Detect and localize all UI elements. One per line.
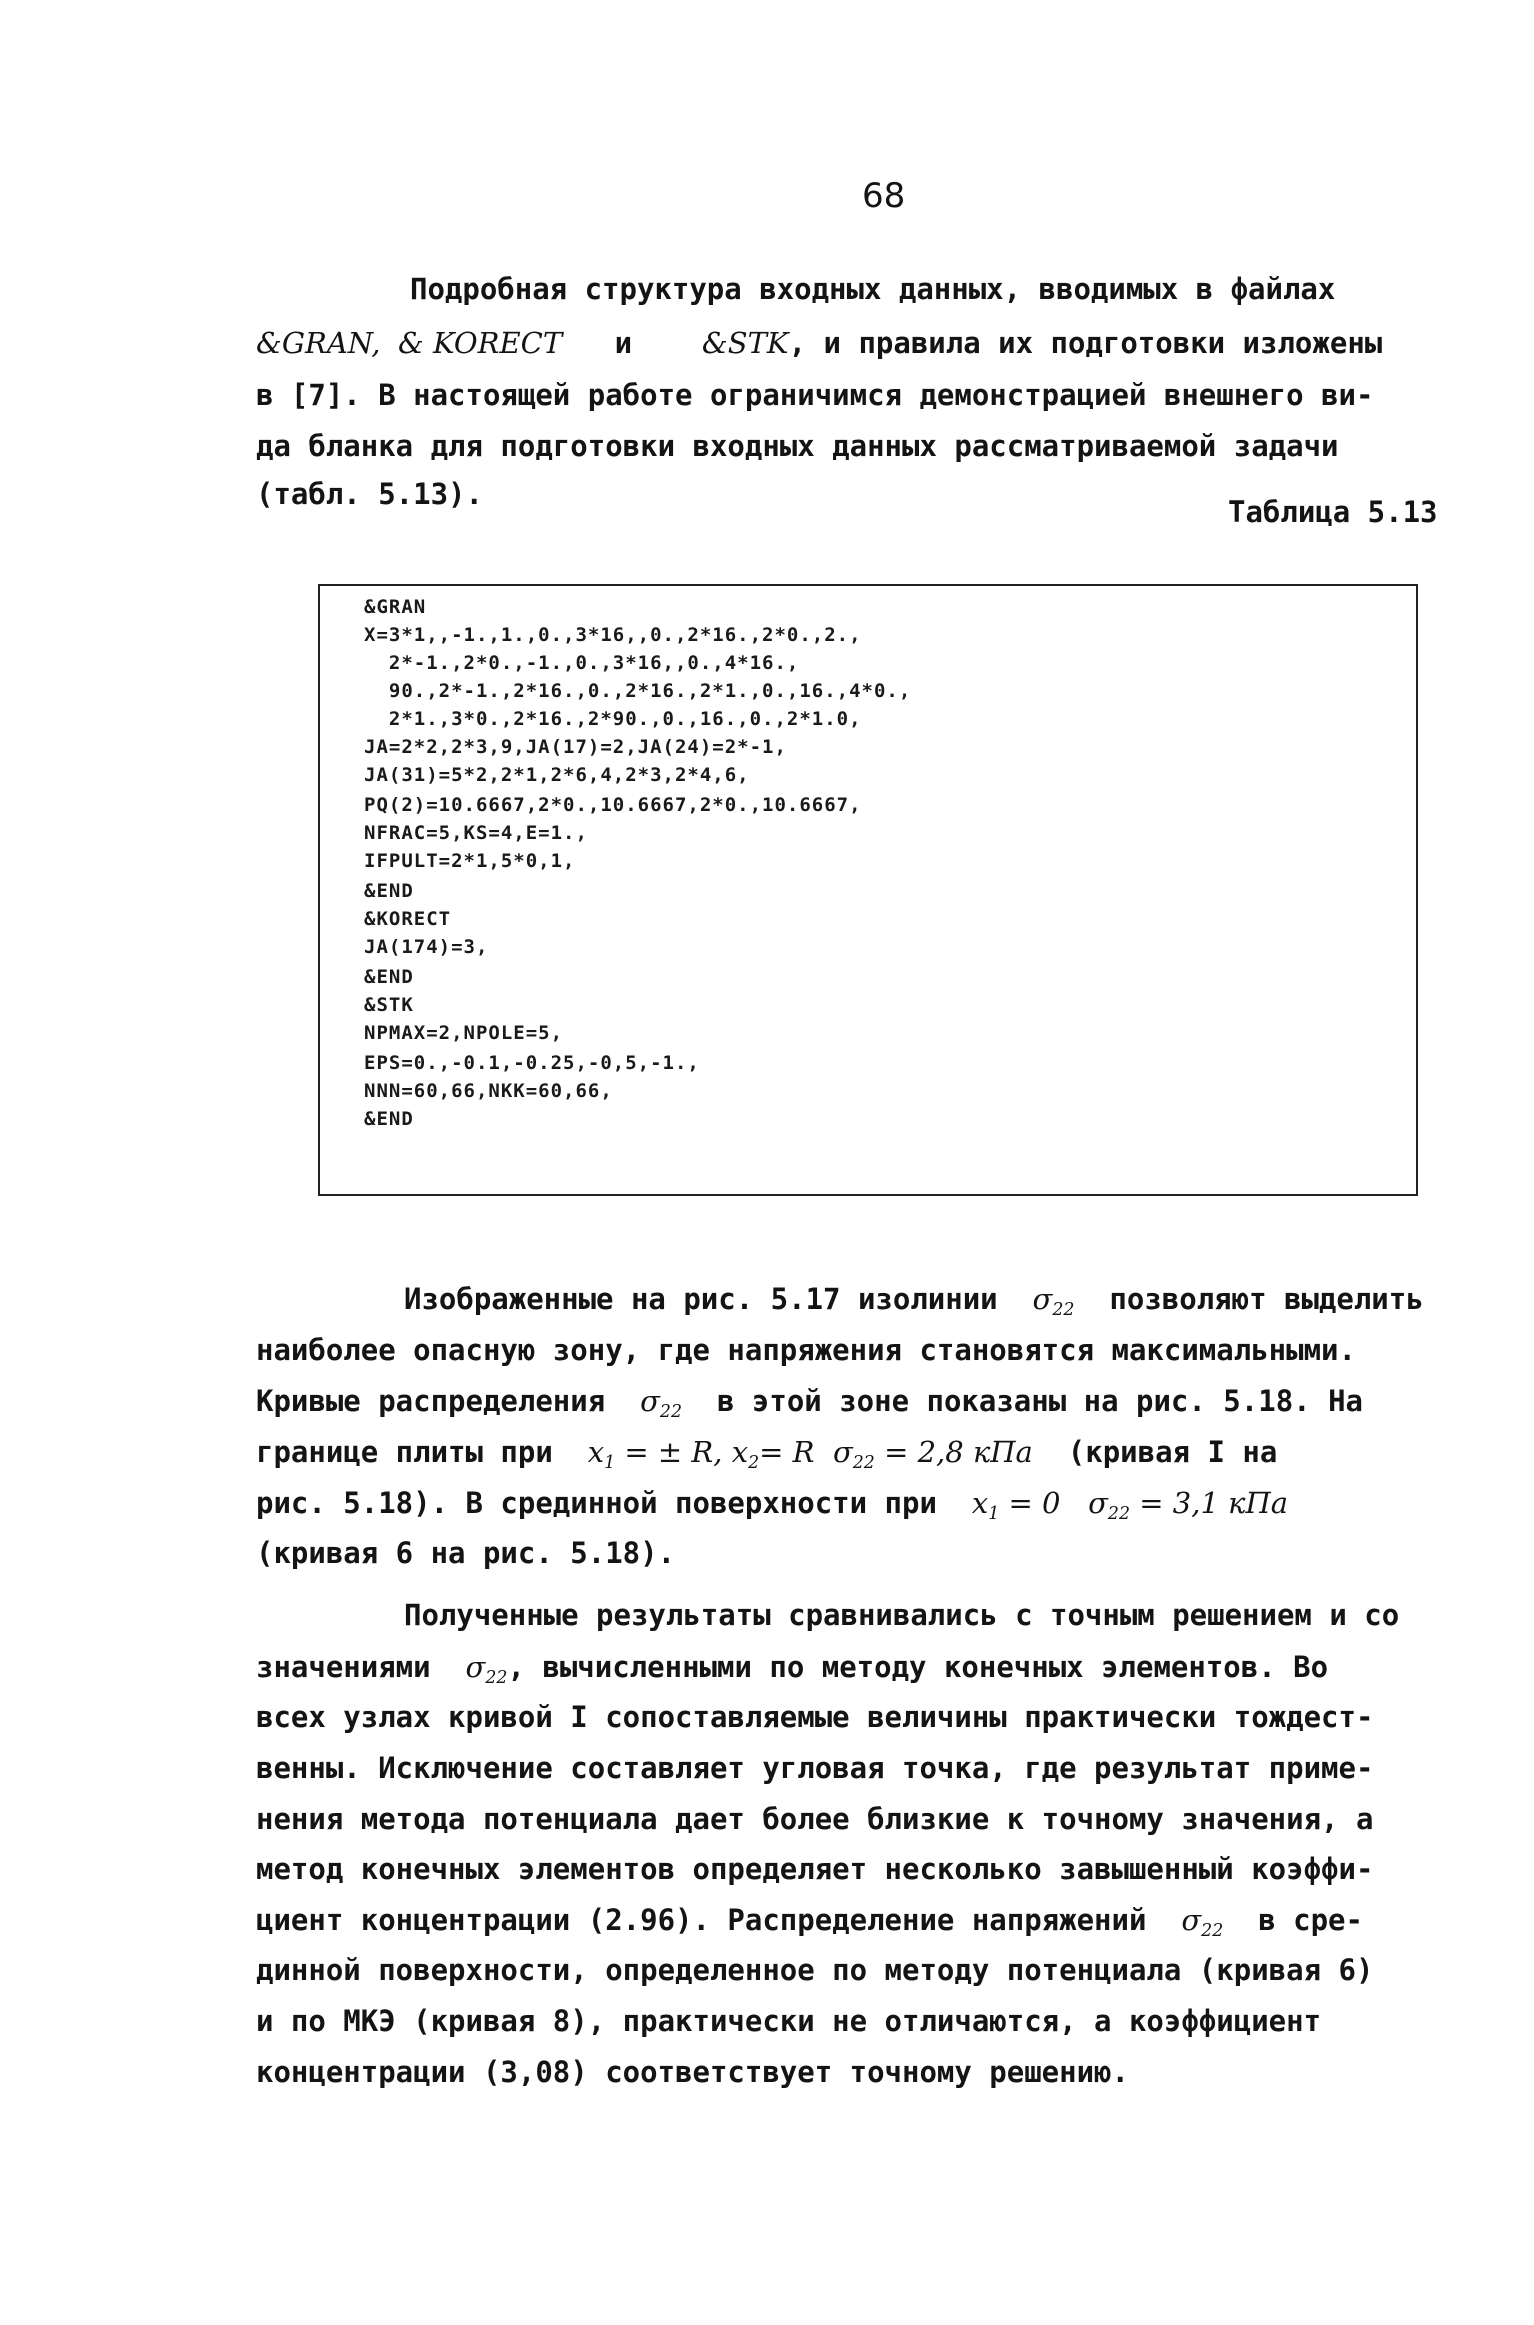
page-number: 68 <box>862 176 906 216</box>
listing-line: NPMAX=2,NPOLE=5, <box>364 1022 564 1044</box>
p3-line-5: нения метода потенциала дает более близкие к точному значения, а <box>256 1802 1374 1836</box>
p3-line-9: и по МКЭ (кривая 8), практически не отличаются, а коэффициент <box>256 2004 1322 2038</box>
listing-line: &GRAN <box>364 596 427 618</box>
listing-line: 2*-1.,2*0.,-1.,0.,3*16,,0.,4*16., <box>364 652 800 674</box>
listing-line: &STK <box>364 994 414 1016</box>
intro-line-3: в [7]. В настоящей работе ограничимся демонстрацией внешнего ви- <box>256 378 1374 412</box>
listing-line: 90.,2*-1.,2*16.,0.,2*16.,2*1.,0.,16.,4*0., <box>364 680 912 702</box>
p3-line-2: значениями $\sigma_{22}$, вычисленными по методу конечных элементов. Во <box>256 1650 1329 1689</box>
listing-line: &END <box>364 880 414 902</box>
p2-line-4: границе плиты при $x_1$ = ± R, $x_2= R$ $\sigma_{22} = 2,8$ кПа (кривая I на <box>256 1435 1278 1474</box>
intro-line-5: (табл. 5.13). <box>256 477 483 511</box>
sigma-22-symbol: $\sigma_{22}$ <box>640 1384 683 1423</box>
listing-line: IFPULT=2*1,5*0,1, <box>364 850 576 872</box>
intro-line-2-text: , и правила их подготовки изложены <box>788 326 1383 360</box>
listing-line: X=3*1,,-1.,1.,0.,3*16,,0.,2*16.,2*0.,2., <box>364 624 862 646</box>
formula-boundary: $x_1$ = ± R, $x_2= R$ $\sigma_{22} = 2,8$ кПа <box>587 1435 1033 1474</box>
table-caption: Таблица 5.13 <box>1228 495 1438 529</box>
sigma-22-symbol: $\sigma_{22}$ <box>465 1650 508 1689</box>
input-data-listing <box>318 584 1418 1196</box>
p3-line-10: концентрации (3,08) соответствует точному решению. <box>256 2055 1129 2089</box>
intro-line-4: да бланка для подготовки входных данных рассматриваемой задачи <box>256 429 1339 463</box>
listing-line: 2*1.,3*0.,2*16.,2*90.,0.,16.,0.,2*1.0, <box>364 708 862 730</box>
p2-line-3: Кривые распределения $\sigma_{22}$ в этой зоне показаны на рис. 5.18. На <box>256 1384 1363 1423</box>
p3-line-8: динной поверхности, определенное по методу потенциала (кривая 6) <box>256 1953 1374 1987</box>
listing-line: EPS=0.,-0.1,-0.25,-0,5,-1., <box>364 1052 700 1074</box>
listing-line: &END <box>364 966 414 988</box>
p3-line-7: циент концентрации (2.96). Распределение напряжений $\sigma_{22}$ в сре- <box>256 1903 1363 1942</box>
listing-line: &KORECT <box>364 908 452 930</box>
listing-line: JA(174)=3, <box>364 936 489 958</box>
file-name-stk: &STK <box>701 326 789 360</box>
listing-line: &END <box>364 1108 414 1130</box>
intro-line-2 <box>256 326 1382 360</box>
p2-line-5: рис. 5.18). В срединной поверхности при $x_1 = 0$ $\sigma_{22} = 3,1$ кПа <box>256 1486 1289 1525</box>
p3-line-6: метод конечных элементов определяет несколько завышенный коэффи- <box>256 1852 1374 1886</box>
p2-line-2: наиболее опасную зону, где напряжения становятся максимальными. <box>256 1333 1356 1367</box>
intro-line-1: Подробная структура входных данных, вводимых в файлах <box>410 272 1336 306</box>
listing-line: PQ(2)=10.6667,2*0.,10.6667,2*0.,10.6667, <box>364 794 862 816</box>
conjunction: и <box>614 326 633 360</box>
file-name-korect: & KORECT <box>397 326 563 360</box>
p3-line-4: венны. Исключение составляет угловая точка, где результат приме- <box>256 1751 1374 1785</box>
p3-line-3: всех узлах кривой I сопоставляемые величины практически тождест- <box>256 1700 1374 1734</box>
p2-line-6: (кривая 6 на рис. 5.18). <box>256 1536 676 1570</box>
listing-line: JA=2*2,2*3,9,JA(17)=2,JA(24)=2*-1, <box>364 736 787 758</box>
sigma-22-symbol: $\sigma_{22}$ <box>1032 1282 1075 1321</box>
formula-mid-surface: $x_1 = 0$ $\sigma_{22} = 3,1$ кПа <box>971 1486 1289 1525</box>
listing-line: NFRAC=5,KS=4,E=1., <box>364 822 588 844</box>
listing-line: JA(31)=5*2,2*1,2*6,4,2*3,2*4,6, <box>364 764 750 786</box>
p3-line-1: Полученные результаты сравнивались с точным решением и со <box>404 1598 1400 1632</box>
listing-line: NNN=60,66,NKK=60,66, <box>364 1080 613 1102</box>
file-name-gran: &GRAN, <box>256 326 381 360</box>
sigma-22-symbol: $\sigma_{22}$ <box>1181 1903 1224 1942</box>
p2-line-1: Изображенные на рис. 5.17 изолинии $\sigma_{22}$ позволяют выделить <box>404 1282 1424 1321</box>
